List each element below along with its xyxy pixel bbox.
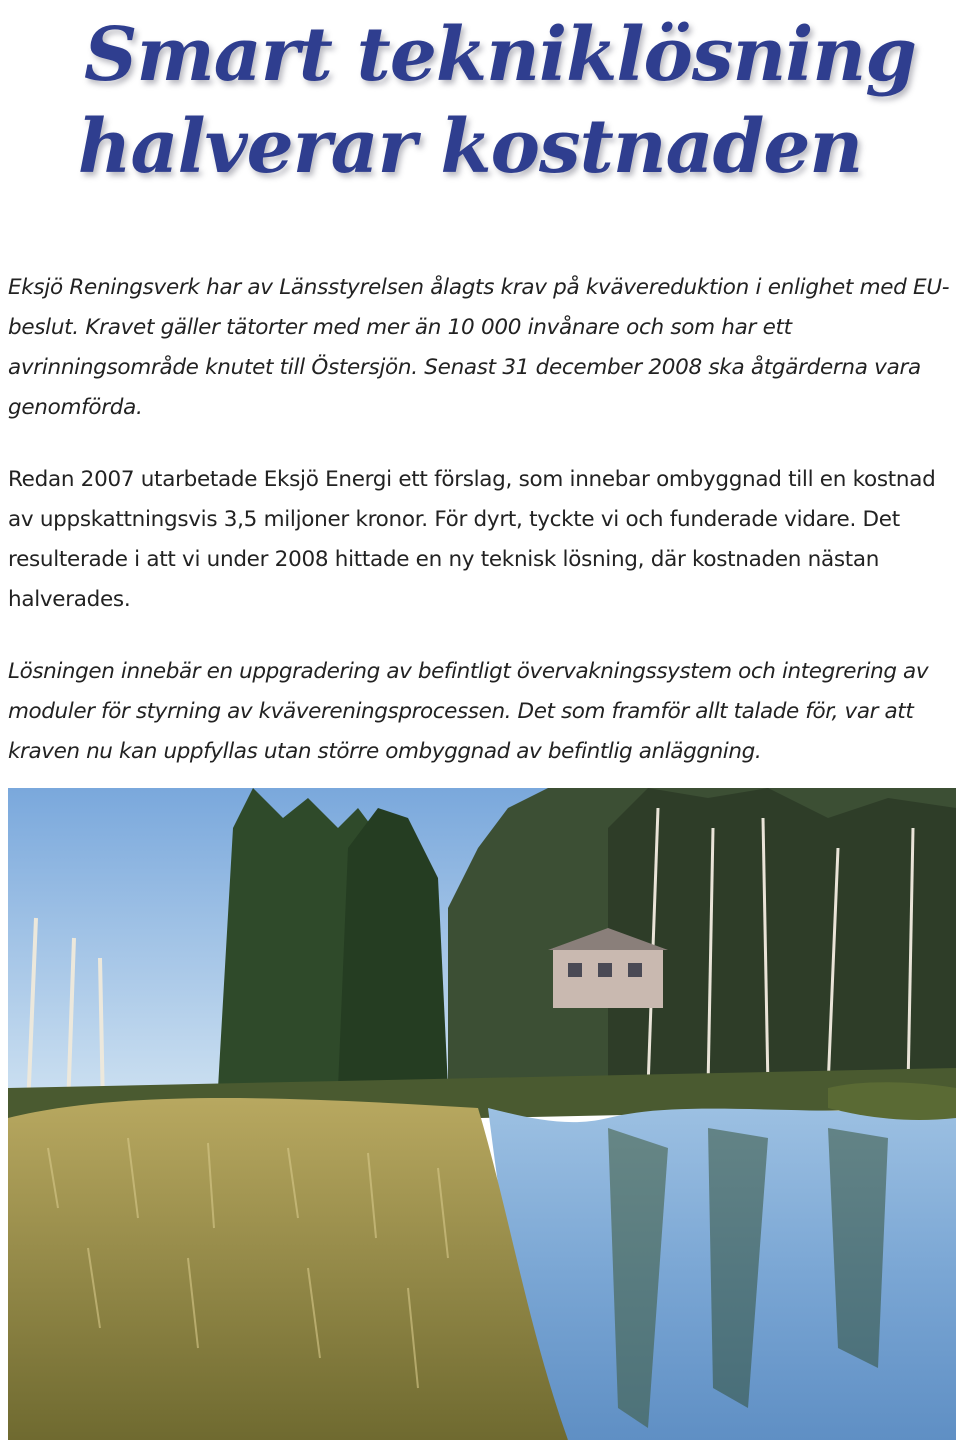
page-title [0, 12, 960, 190]
paragraph-1: Eksjö Reningsverk har av Länsstyrelsen ålagts krav på kvävereduktion i enlighet med EU-beslut. Kravet gäller tätorter med mer än 10 000 invånare och som har ett avrinningsområde knutet till Östersjön. Senast 31 december 2008 ska åtgärderna vara genomförda. [8, 275, 950, 420]
article-body [8, 268, 956, 804]
landscape-river-photo-icon [8, 788, 956, 1440]
title-line-2: halverar kostnaden [77, 104, 863, 190]
paragraph-3: Lösningen innebär en uppgradering av befintligt övervakningssystem och integrering av moduler för styrning av kvävereningsprocessen. Det som framför allt talade för, var att kraven nu kan uppfyllas utan större ombyggnad av befintlig anläggning. [8, 659, 929, 764]
title-line-1: Smart tekniklösning [84, 12, 916, 98]
landscape-photo [8, 788, 956, 1440]
paragraph-2: Redan 2007 utarbetade Eksjö Energi ett förslag, som innebar ombyggnad till en kostnad av uppskattningsvis 3,5 miljoner kronor. För dyrt, tyckte vi och funderade vidare. Det resulterade i att vi under 2008 hittade en ny teknisk lösning, där kostnaden nästan halverades. [8, 467, 936, 612]
